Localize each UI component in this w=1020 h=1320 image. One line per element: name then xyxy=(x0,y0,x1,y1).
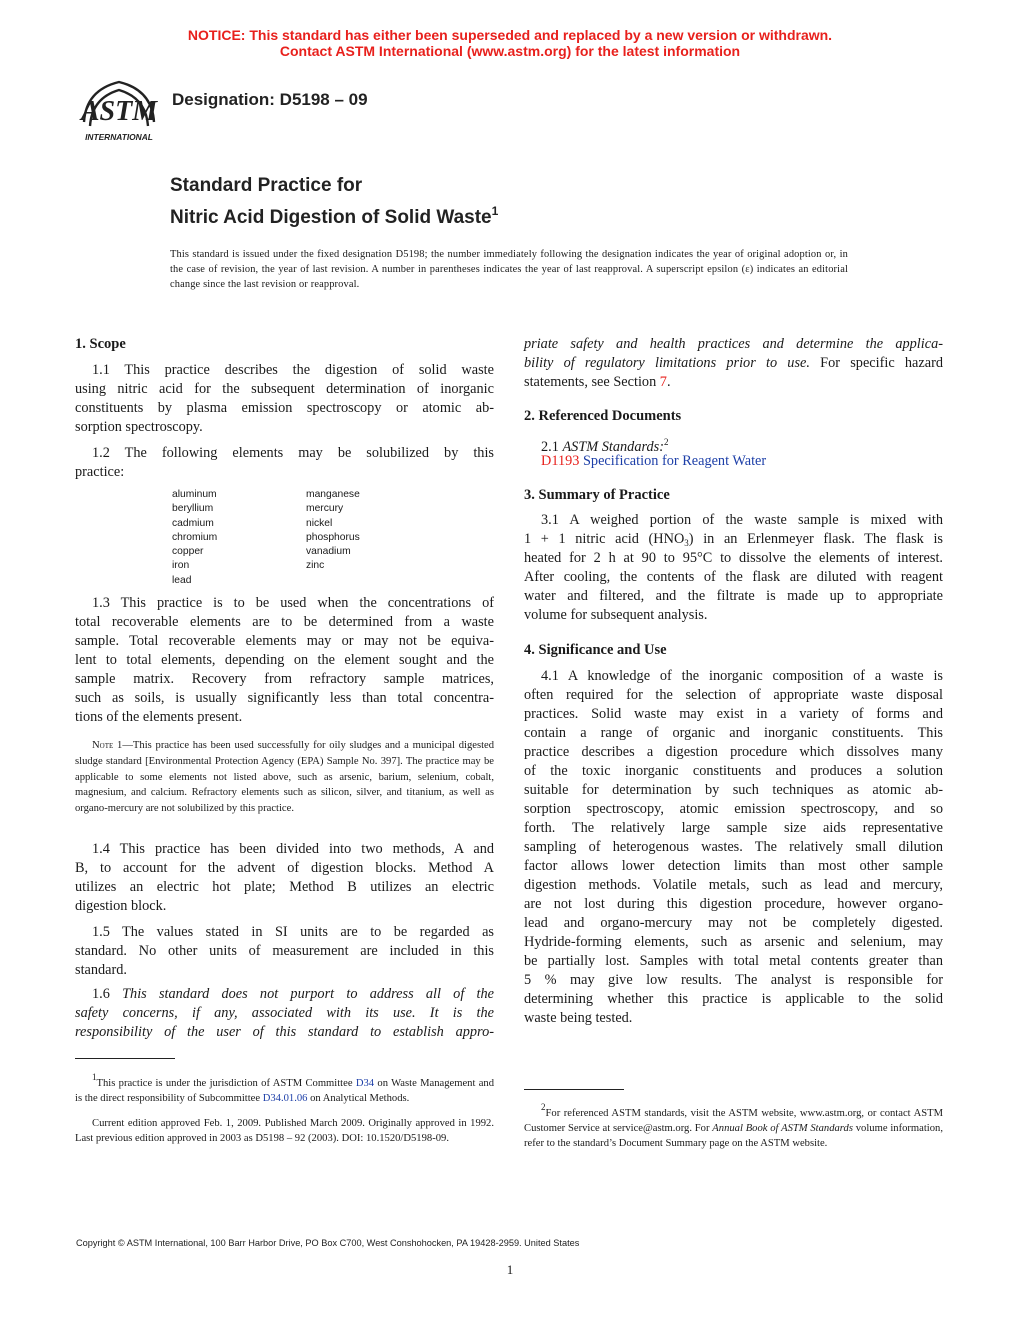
logo-subtext: INTERNATIONAL xyxy=(85,132,153,142)
element-list-col-2 xyxy=(306,488,360,574)
para-1-1-line-2: using nitric acid for the subsequent determination of inorganic xyxy=(75,381,494,397)
title-footnote-ref: 1 xyxy=(491,204,499,218)
hno3-text-a: 1 + 1 nitric acid (HNO xyxy=(524,531,685,547)
footnote-2-marker: 2 xyxy=(541,1102,546,1112)
para-4-1-line: digestion methods. Volatile metals, such as lead and mercury, xyxy=(524,877,943,893)
committee-d34-link[interactable]: D34 xyxy=(355,1078,375,1089)
designation: Designation: D5198 – 09 xyxy=(172,90,368,109)
element-item: vanadium xyxy=(306,546,351,558)
para-1-1-line-1: 1.1 This practice describes the digestion of solid waste xyxy=(92,362,494,378)
para-4-1-line: Hydride-forming elements, such as arsenic and selenium, may xyxy=(524,934,943,950)
para-4-1-line: determining whether this practice is applicable to the solid xyxy=(524,991,943,1007)
astm-logo xyxy=(76,76,162,146)
element-item: lead xyxy=(172,574,192,586)
element-item: cadmium xyxy=(172,517,214,529)
para-1-6-text: This standard does not purport to address all of the xyxy=(122,986,494,1002)
para-3-1-line-1: 3.1 A weighed portion of the waste sample is mixed with xyxy=(541,512,943,528)
footnote-divider xyxy=(75,1058,175,1059)
para-4-1-line: often required for the selection of appropriate waste disposal xyxy=(524,687,943,703)
page-number: 1 xyxy=(506,1262,514,1277)
para-4-1-line: sorption spectroscopy, atomic emission spectroscopy, and so xyxy=(524,801,943,817)
element-item: chromium xyxy=(172,531,218,543)
element-item: nickel xyxy=(306,517,333,529)
element-item: iron xyxy=(172,560,190,572)
element-item: phosphorus xyxy=(306,531,360,543)
element-item: mercury xyxy=(306,503,344,515)
para-4-1-line: practice describes a digestion procedure which dissolves many xyxy=(524,744,943,760)
para-1-6-number: 1.6 xyxy=(92,986,123,1002)
copyright: Copyright © ASTM International, 100 Barr Harbor Drive, PO Box C700, West Conshohocken, PA 19428-2959. United States xyxy=(76,1238,580,1248)
para-4-1-line: sampling of heterogenous wastes. The relatively small dilution xyxy=(524,839,943,855)
para-1-3-line-4: lent to total elements, depending on the element sought and the xyxy=(75,652,494,668)
para-4-1-line: are not lost during this digestion procedure, however organo- xyxy=(524,896,943,912)
note-1 xyxy=(75,738,494,817)
title-line-1: Standard Practice for xyxy=(170,175,363,196)
d1193-title-link[interactable]: Specification for Reagent Water xyxy=(579,453,767,469)
footnote-1 xyxy=(75,1070,494,1106)
footnote-2-text-a: For referenced ASTM standards, visit the ASTM website, www.astm.org, or contact ASTM Customer Service at service@astm.org. For xyxy=(524,1108,943,1135)
para-1-4-line-1: 1.4 This practice has been divided into two methods, A and xyxy=(92,841,494,857)
para-1-2-line-2: practice: xyxy=(75,464,125,480)
notice-line-1: NOTICE: This standard has either been superseded and replaced by a new version or withdrawn. xyxy=(187,27,833,43)
annual-book-title: Annual Book of ASTM Standards xyxy=(712,1123,853,1135)
significance-heading: 4. Significance and Use xyxy=(524,642,667,658)
logo-text: ASTM xyxy=(80,96,158,127)
astm-standards-label: ASTM Standards: xyxy=(562,439,664,455)
notice-line-2: Contact ASTM International (www.astm.org) for the latest information xyxy=(279,43,741,59)
hazard-statement-text: statements, see Section xyxy=(524,374,660,390)
para-1-1-line-4: sorption spectroscopy. xyxy=(75,419,203,435)
scope-heading: 1. Scope xyxy=(75,336,126,352)
element-item: manganese xyxy=(306,489,360,500)
para-1-5-line-3: standard. xyxy=(75,962,128,978)
footnote-1-marker: 1 xyxy=(92,1072,97,1082)
para-1-5-line-2: standard. No other units of measurement are included in this xyxy=(75,943,494,959)
para-1-6-cont-line-1: priate safety and health practices and determine the applica- xyxy=(524,336,943,352)
para-4-1-line: forth. The relatively large sample size aids representative xyxy=(524,820,943,836)
footnote-divider xyxy=(524,1089,624,1090)
section-7-link[interactable]: 7 xyxy=(659,374,667,390)
para-3-1-line-5: water and filtered, and the filtrate is made up to appropriate xyxy=(524,588,943,604)
note-1-label: Note 1 xyxy=(92,740,123,751)
d1193-link[interactable]: D1193 xyxy=(541,453,580,469)
footnote-1-text-a: This practice is under the jurisdiction of ASTM Committee xyxy=(96,1078,356,1089)
para-1-3-line-7: tions of the elements present. xyxy=(75,709,243,725)
footnote-1-edition: Current edition approved Feb. 1, 2009. Published March 2009. Originally approved in 1992. Last previous edition approved in 2003 as D5198 – 92 (2003). DOI: 10.1520/D5198-09. xyxy=(75,1118,494,1145)
para-4-1-line: be partially lost. Samples with total metal contents greater than xyxy=(524,953,943,969)
title-line-2 xyxy=(170,198,498,231)
para-1-6-cont-italic: bility of regulatory limitations prior to use. xyxy=(524,355,810,371)
para-1-6-cont-line-2 xyxy=(524,354,943,373)
hno3-text-b: ) in an Erlenmeyer flask. The flask is xyxy=(688,531,943,547)
para-1-2-line-1: 1.2 The following elements may be solubilized by this xyxy=(92,445,494,461)
hno3-subscript: 3 xyxy=(684,538,689,548)
para-3-1-line-3: heated for 2 h at 90 to 95°C to dissolve the elements of interest. xyxy=(524,550,943,566)
footnote-2 xyxy=(524,1100,943,1152)
issued-statement: This standard is issued under the fixed designation D5198; the number immediately following the designation indicates the year of original adoption or, in the case of revision, the year of last revision. A number in parentheses indicates the year of last reapproval. A superscript epsilon (ε) indicates an editorial change since the last revision or reapproval. xyxy=(170,249,848,290)
subcommittee-link[interactable]: D34.01.06 xyxy=(262,1093,308,1105)
supersede-notice xyxy=(0,27,1020,59)
para-1-6-cont-line-3 xyxy=(524,373,943,392)
footnote-2-ref: 2 xyxy=(664,437,669,447)
para-1-6-line-2: safety concerns, if any, associated with its use. It is the xyxy=(75,1005,494,1021)
footnote-2-text-b: volume information, refer to the standard’s Document Summary page on the ASTM website. xyxy=(524,1123,943,1150)
para-1-6-cont-roman: For specific hazard xyxy=(809,355,943,371)
referenced-documents-heading: 2. Referenced Documents xyxy=(524,408,682,424)
para-1-4-line-3: utilizes an electric hot plate; Method B utilizes an electric xyxy=(75,879,494,895)
para-4-1-line: suitable for determination by such techniques as atomic ab- xyxy=(524,782,943,798)
element-item: aluminum xyxy=(172,489,217,500)
para-1-4-line-2: B, to account for the advent of digestion blocks. Method A xyxy=(75,860,494,876)
para-4-1-line: contain a range of organic and inorganic constituents. This xyxy=(524,725,943,741)
para-4-1-line: waste being tested. xyxy=(524,1010,633,1026)
para-4-1-line: of the toxic inorganic constituents and produces a solution xyxy=(524,763,943,779)
para-1-3-line-3: sample. Total recoverable elements may or may not be equiva- xyxy=(75,633,494,649)
document-title xyxy=(170,174,498,231)
para-3-1-line-4: After cooling, the contents of the flask are diluted with reagent xyxy=(524,569,943,585)
element-list-col-1 xyxy=(172,488,217,588)
para-3-1-line-6: volume for subsequent analysis. xyxy=(524,607,708,623)
para-1-3-line-5: sample matrix. Recovery from refractory sample matrices, xyxy=(75,671,494,687)
element-item: zinc xyxy=(306,560,325,572)
summary-heading: 3. Summary of Practice xyxy=(524,487,670,503)
element-item: copper xyxy=(172,546,204,558)
para-4-1-line-1: 4.1 A knowledge of the inorganic composition of a waste is xyxy=(541,668,943,684)
para-1-6-line-1 xyxy=(92,985,494,1004)
para-1-5-line-1: 1.5 The values stated in SI units are to be regarded as xyxy=(92,924,494,940)
para-1-3-line-6: such as soils, is usually significantly less than total concentra- xyxy=(75,690,494,706)
hazard-statement-end: . xyxy=(666,374,671,390)
para-4-1-line: 5 % may give low results. The analyst is responsible for xyxy=(524,972,943,988)
footnote-1-text-b: on Waste Management and is the direct responsibility of Subcommittee xyxy=(75,1078,495,1105)
element-item: beryllium xyxy=(172,503,214,515)
para-4-1-line: factor allows lower detection limits than most other sample xyxy=(524,858,943,874)
para-1-1-line-3: constituents by plasma emission spectroscopy or atomic ab- xyxy=(75,400,494,416)
para-1-3-line-2: total recoverable elements are to be determined from a waste xyxy=(75,614,494,630)
reference-d1193 xyxy=(541,452,943,471)
para-1-4-line-4: digestion block. xyxy=(75,898,167,914)
para-4-1-line: lead and organo-mercury may not be completely digested. xyxy=(524,915,943,931)
note-1-text: —This practice has been used successfully for oily sludges and a municipal digested sludge standard [Environmental Protection Agency (EPA) Sample No. 397]. The practice may be applicable to some elements not listed above, such as arsenic, barium, selenium, cobalt, magnesium, and calcium. Refractory elements such as silicon, silver, and titanium, as well as organo-mercury are not solubilized by this practice. xyxy=(75,740,495,815)
para-1-6-line-3: responsibility of the user of this standard to establish appro- xyxy=(75,1024,494,1040)
para-4-1-line: practices. Solid waste may exist in a variety of forms and xyxy=(524,706,943,722)
para-1-3-line-1: 1.3 This practice is to be used when the concentrations of xyxy=(92,595,494,611)
footnote-1-text-c: on Analytical Methods. xyxy=(307,1093,410,1105)
title-main: Nitric Acid Digestion of Solid Waste xyxy=(170,207,492,228)
para-2-1-number: 2.1 xyxy=(541,439,563,455)
astm-logo-mark xyxy=(76,76,162,146)
